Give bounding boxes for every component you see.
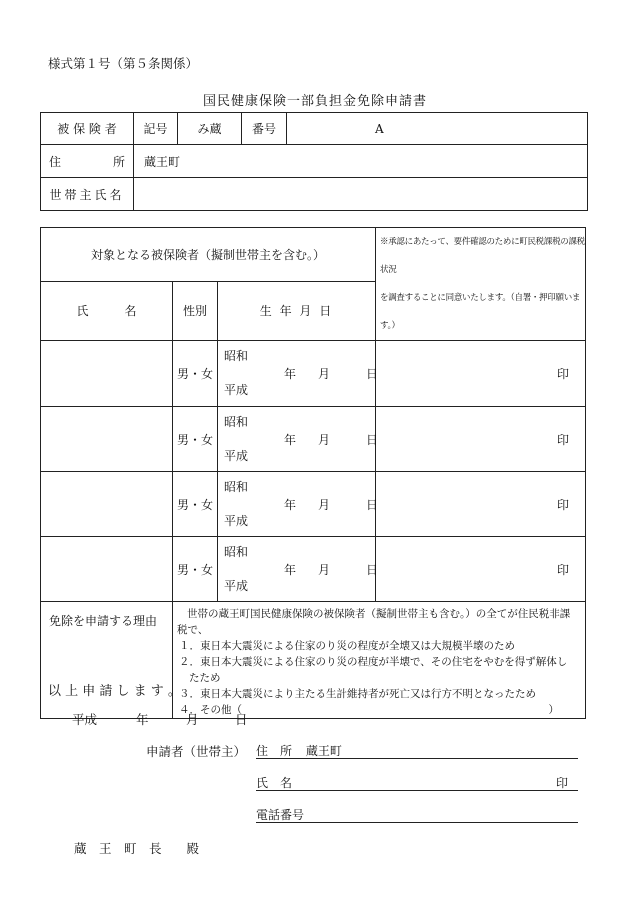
date-year[interactable]: 年 <box>136 712 149 727</box>
reason-option-3[interactable]: ３．東日本大震災により主たる生計維持者が死亡又は行方不明となったため <box>179 688 536 700</box>
applicant-label: 申請者（世帯主） <box>146 744 247 759</box>
member-name[interactable] <box>41 341 173 407</box>
member-birth[interactable]: 昭和 平成 年 月 日 <box>218 537 376 602</box>
member-seal[interactable]: 印 <box>376 472 586 537</box>
address-label: 住 所 <box>41 145 134 178</box>
kigo-value[interactable]: み蔵 <box>178 113 242 145</box>
members-table <box>40 227 586 719</box>
addressee: 蔵 王 町 長 殿 <box>74 841 200 856</box>
reason-label: 免除を申請する理由 <box>41 602 173 719</box>
member-seal[interactable]: 印 <box>376 537 586 602</box>
col-sex-header: 性別 <box>173 281 218 340</box>
member-seal[interactable]: 印 <box>376 407 586 472</box>
member-birth[interactable]: 昭和 平成 年 月 日 <box>218 341 376 407</box>
bango-label: 番号 <box>242 113 287 145</box>
member-row <box>41 472 586 537</box>
member-row <box>41 341 586 407</box>
form-number: 様式第１号（第５条関係） <box>48 56 199 71</box>
declaration: 以 上 申 請 し ま す 。 <box>48 684 181 699</box>
member-row <box>41 537 586 602</box>
applicant-address-label: 住 所 <box>256 744 293 758</box>
insured-label: 被 保 険 者 <box>41 113 134 145</box>
applicant-address-field[interactable] <box>256 742 578 759</box>
member-name[interactable] <box>41 537 173 602</box>
col-birth-header: 生 年 月 日 <box>218 281 376 340</box>
applicant-phone-field[interactable] <box>256 806 578 823</box>
date-era: 平成 <box>72 712 98 727</box>
date-month[interactable]: 月 <box>186 712 199 727</box>
reason-option-2-cont: たため <box>189 672 221 684</box>
member-birth[interactable]: 昭和 平成 年 月 日 <box>218 472 376 537</box>
member-birth[interactable]: 昭和 平成 年 月 日 <box>218 407 376 472</box>
reason-option-4[interactable]: ４．その他（ ） <box>179 704 560 716</box>
reason-option-1[interactable]: １．東日本大震災による住家のり災の程度が全壊又は大規模半壊のため <box>179 640 515 652</box>
date-day[interactable]: 日 <box>235 712 248 727</box>
consent-note: ※承認にあたって、要件確認のために町民税課税の課税状況 を調査することに同意いたします。（自署・押印願います。） <box>376 228 586 341</box>
member-name[interactable] <box>41 407 173 472</box>
address-value[interactable]: 蔵王町 <box>134 145 588 178</box>
col-name-header: 氏 名 <box>41 281 173 340</box>
reason-option-2[interactable]: ２．東日本大震災による住家のり災の程度が半壊で、その住宅をやむを得ず解体し <box>179 656 568 668</box>
head-value[interactable] <box>134 178 588 211</box>
member-sex[interactable]: 男・女 <box>173 472 218 537</box>
reason-intro: 世帯の蔵王町国民健康保険の被保険者（擬制世帯主も含む。）の全てが住民税非課 <box>187 608 571 620</box>
member-sex[interactable]: 男・女 <box>173 407 218 472</box>
reason-content <box>173 602 586 719</box>
applicant-name-label: 氏 名 <box>256 776 293 790</box>
member-sex[interactable]: 男・女 <box>173 537 218 602</box>
applicant-name-field[interactable] <box>256 774 578 791</box>
reason-intro-cont: 税で、 <box>177 624 209 636</box>
bango-value[interactable]: A <box>287 113 588 145</box>
applicant-seal: 印 <box>555 776 568 790</box>
head-label: 世帯主氏名 <box>41 178 134 211</box>
target-header: 対象となる被保険者（擬制世帯主を含む。） <box>41 228 376 282</box>
insured-table <box>40 112 588 211</box>
member-name[interactable] <box>41 472 173 537</box>
member-row <box>41 407 586 472</box>
applicant-address-value: 蔵王町 <box>305 744 342 758</box>
applicant-phone-label: 電話番号 <box>256 808 305 822</box>
member-sex[interactable]: 男・女 <box>173 341 218 407</box>
form-title: 国民健康保険一部負担金免除申請書 <box>202 94 427 109</box>
kigo-label: 記号 <box>134 113 178 145</box>
member-seal[interactable]: 印 <box>376 341 586 407</box>
